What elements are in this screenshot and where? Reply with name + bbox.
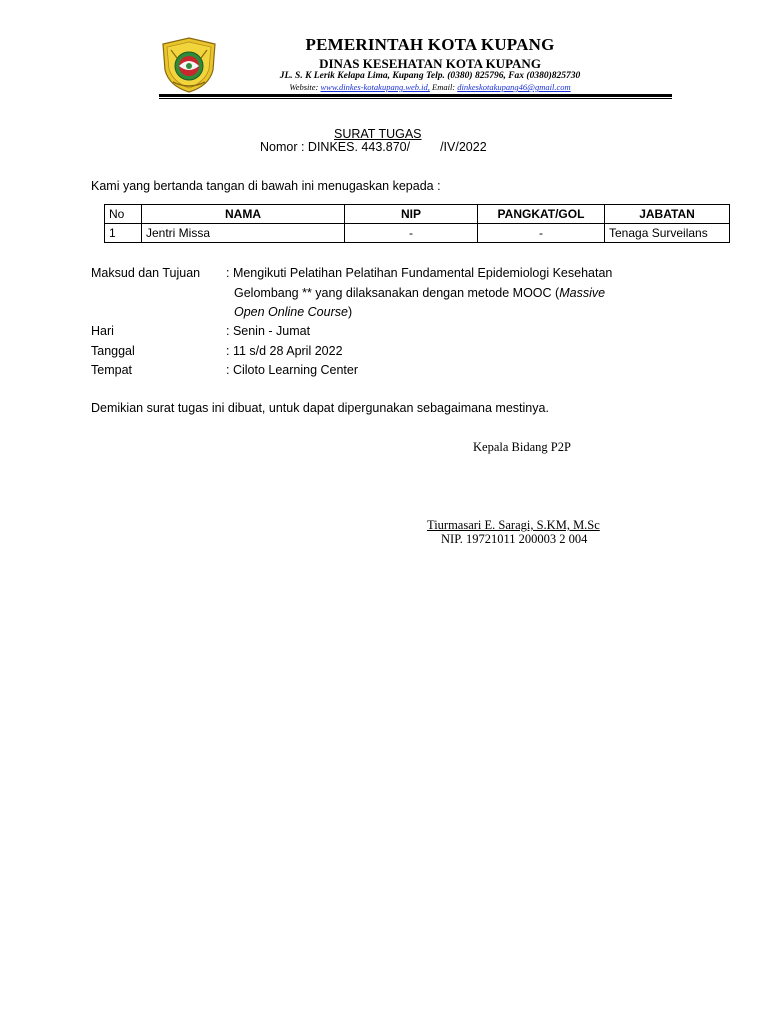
header-divider-thin: [159, 98, 672, 99]
maksud-value-line1: : Mengikuti Pelatihan Pelatihan Fundamental Epidemiologi Kesehatan: [226, 266, 613, 280]
website-label: Website:: [289, 82, 319, 92]
agency-title: PEMERINTAH KOTA KUPANG: [305, 35, 555, 54]
letter-title: SURAT TUGAS: [334, 127, 422, 141]
col-header-no: No: [105, 205, 142, 224]
cell-jabatan: Tenaga Surveilans: [605, 224, 730, 243]
tanggal-label: Tanggal: [91, 344, 135, 358]
signatory-nip: NIP. 19721011 200003 2 004: [441, 532, 588, 546]
email-label: Email:: [432, 82, 456, 92]
hari-label: Hari: [91, 324, 114, 338]
header-divider-thick: [159, 94, 672, 97]
table-header-row: [105, 205, 730, 224]
tempat-value: : Ciloto Learning Center: [226, 363, 359, 377]
letter-number-suffix: /IV/2022: [440, 140, 487, 154]
letter-number: [260, 140, 487, 154]
signatory-name: Tiurmasari E. Saragi, S.KM, M.Sc: [427, 518, 600, 532]
cell-nama: Jentri Missa: [142, 224, 345, 243]
signatory-title: Kepala Bidang P2P: [473, 440, 571, 454]
agency-address: JL. S. K Lerik Kelapa Lima, Kupang Telp. (0380) 825796, Fax (0380)825730: [279, 71, 581, 81]
agency-subtitle: DINAS KESEHATAN KOTA KUPANG: [319, 56, 541, 71]
tanggal-value: : 11 s/d 28 April 2022: [226, 344, 343, 358]
agency-contact: [200, 82, 660, 92]
hari-value: : Senin - Jumat: [226, 324, 311, 338]
maksud-line3-text: ): [347, 305, 353, 319]
cell-pangkat: -: [478, 224, 605, 243]
letter-intro: Kami yang bertanda tangan di bawah ini menugaskan kepada :: [91, 179, 441, 193]
email-link[interactable]: dinkeskotakupang46@gmail.com: [457, 82, 571, 92]
letter-number-prefix: Nomor : DINKES. 443.870/: [260, 140, 411, 154]
maksud-line2-text: Gelombang ** yang dilaksanakan dengan metode MOOC (: [234, 286, 560, 300]
col-header-nip: NIP: [345, 205, 478, 224]
col-header-nama: NAMA: [142, 205, 345, 224]
table-row: [105, 224, 730, 243]
assignee-table: [104, 204, 730, 243]
maksud-line3-italic: Open Online Course: [234, 305, 348, 319]
closing-statement: Demikian surat tugas ini dibuat, untuk dapat dipergunakan sebagaimana mestinya.: [91, 401, 549, 415]
maksud-value-line3: [234, 305, 352, 319]
website-link[interactable]: www.dinkes-kotakupang.web.id,: [320, 82, 430, 92]
maksud-line2-italic: Massive: [559, 286, 606, 300]
cell-no: 1: [105, 224, 142, 243]
col-header-pangkat: PANGKAT/GOL: [478, 205, 605, 224]
maksud-label: Maksud dan Tujuan: [91, 266, 201, 280]
maksud-value-line2: [234, 286, 605, 300]
tempat-label: Tempat: [91, 363, 132, 377]
cell-nip: -: [345, 224, 478, 243]
col-header-jabatan: JABATAN: [605, 205, 730, 224]
